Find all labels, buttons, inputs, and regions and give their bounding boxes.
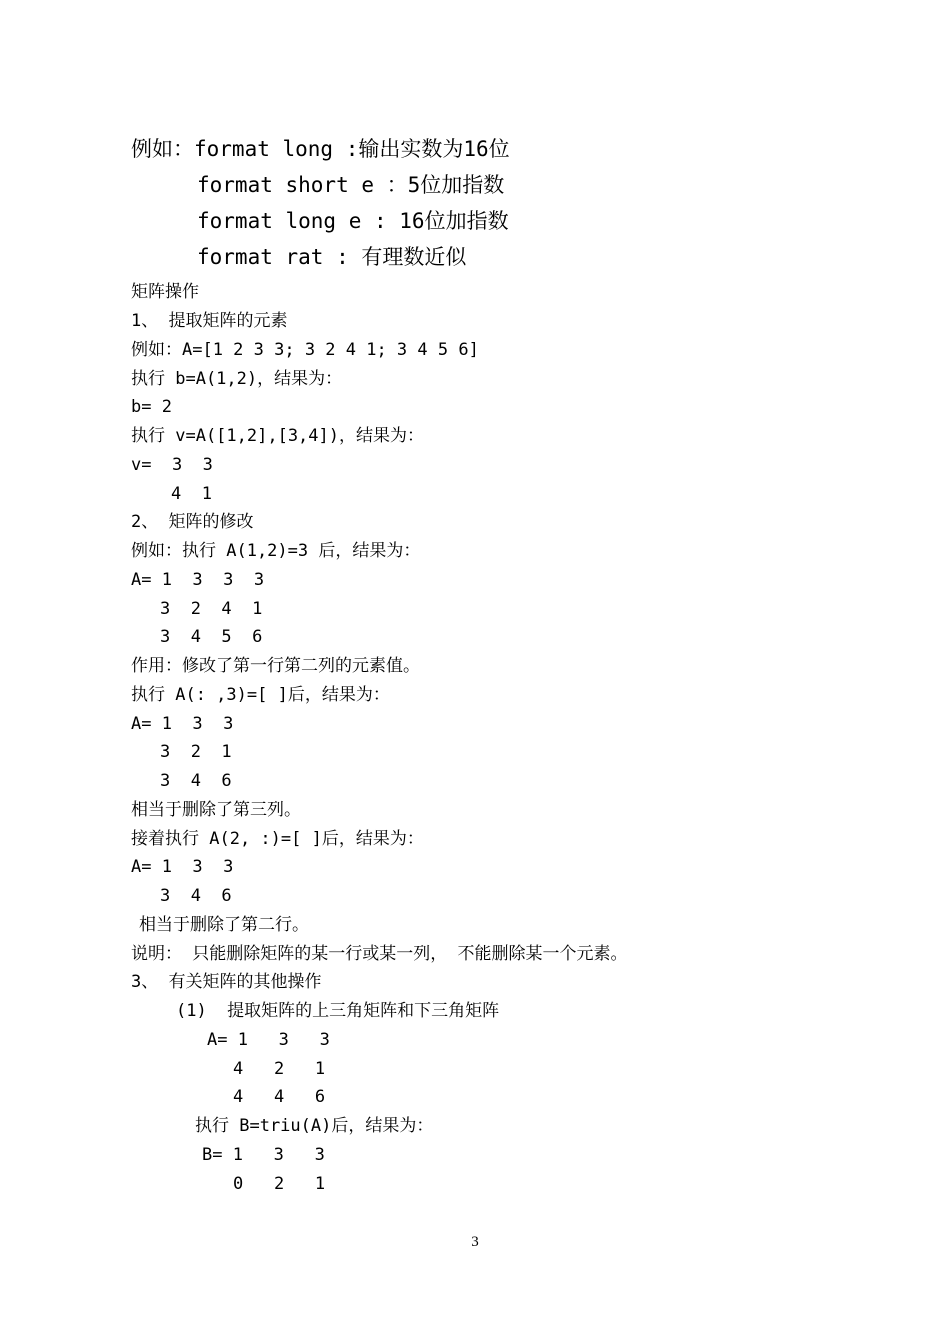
matrix-row: 3 4 6 xyxy=(160,886,232,906)
text-line: 相当于删除了第三列。 xyxy=(131,800,301,820)
text-line: b= 2 xyxy=(131,397,172,417)
text-line: 执行 b=A(1,2)，结果为： xyxy=(131,369,343,389)
subheading-extract-elements: 1、 提取矩阵的元素 xyxy=(131,311,288,331)
matrix-row: 3 4 6 xyxy=(160,771,232,791)
text-line: 执行 B=triu(A)后，结果为： xyxy=(195,1116,434,1136)
text-line: 执行 A(: ,3)=[ ]后，结果为： xyxy=(131,685,390,705)
matrix-row: v= 3 3 xyxy=(131,455,213,475)
subheading-modify-matrix: 2、 矩阵的修改 xyxy=(131,512,254,532)
page-number: 3 xyxy=(471,1234,479,1250)
matrix-row: B= 1 3 3 xyxy=(202,1145,325,1165)
text-line: 执行 v=A([1,2],[3,4])，结果为： xyxy=(131,426,424,446)
matrix-row: 0 2 1 xyxy=(233,1174,326,1194)
section-heading-matrix-ops: 矩阵操作 xyxy=(131,282,199,302)
format-example-long-e: format long e : 16位加指数 xyxy=(197,209,509,233)
subheading-triangular: (1) 提取矩阵的上三角矩阵和下三角矩阵 xyxy=(176,1001,500,1021)
matrix-row: 4 4 6 xyxy=(233,1087,326,1107)
matrix-row: 3 2 4 1 xyxy=(160,599,263,619)
text-line: 例如：A=[1 2 3 3; 3 2 4 1; 3 4 5 6] xyxy=(131,340,479,360)
matrix-row: A= 1 3 3 xyxy=(131,857,234,877)
matrix-row: A= 1 3 3 xyxy=(207,1030,330,1050)
format-example-short-e: format short e ：5位加指数 xyxy=(197,173,505,197)
format-example-long: 例如：format long :输出实数为16位 xyxy=(131,137,510,161)
text-line: 例如：执行 A(1,2)=3 后，结果为： xyxy=(131,541,421,561)
subheading-other-ops: 3、 有关矩阵的其他操作 xyxy=(131,972,322,992)
note-line: 说明： 只能删除矩阵的某一行或某一列， 不能删除某一个元素。 xyxy=(131,944,628,964)
format-example-rat: format rat : 有理数近似 xyxy=(197,245,467,269)
matrix-row: A= 1 3 3 xyxy=(131,714,234,734)
matrix-row: 3 4 5 6 xyxy=(160,627,263,647)
text-line: 作用：修改了第一行第二列的元素值。 xyxy=(131,656,420,676)
matrix-row: 4 2 1 xyxy=(233,1059,326,1079)
matrix-row: 3 2 1 xyxy=(160,742,232,762)
text-line: 相当于删除了第二行。 xyxy=(139,915,309,935)
matrix-row: A= 1 3 3 3 xyxy=(131,570,265,590)
matrix-row: 4 1 xyxy=(171,484,212,504)
text-line: 接着执行 A(2, :)=[ ]后，结果为： xyxy=(131,829,424,849)
